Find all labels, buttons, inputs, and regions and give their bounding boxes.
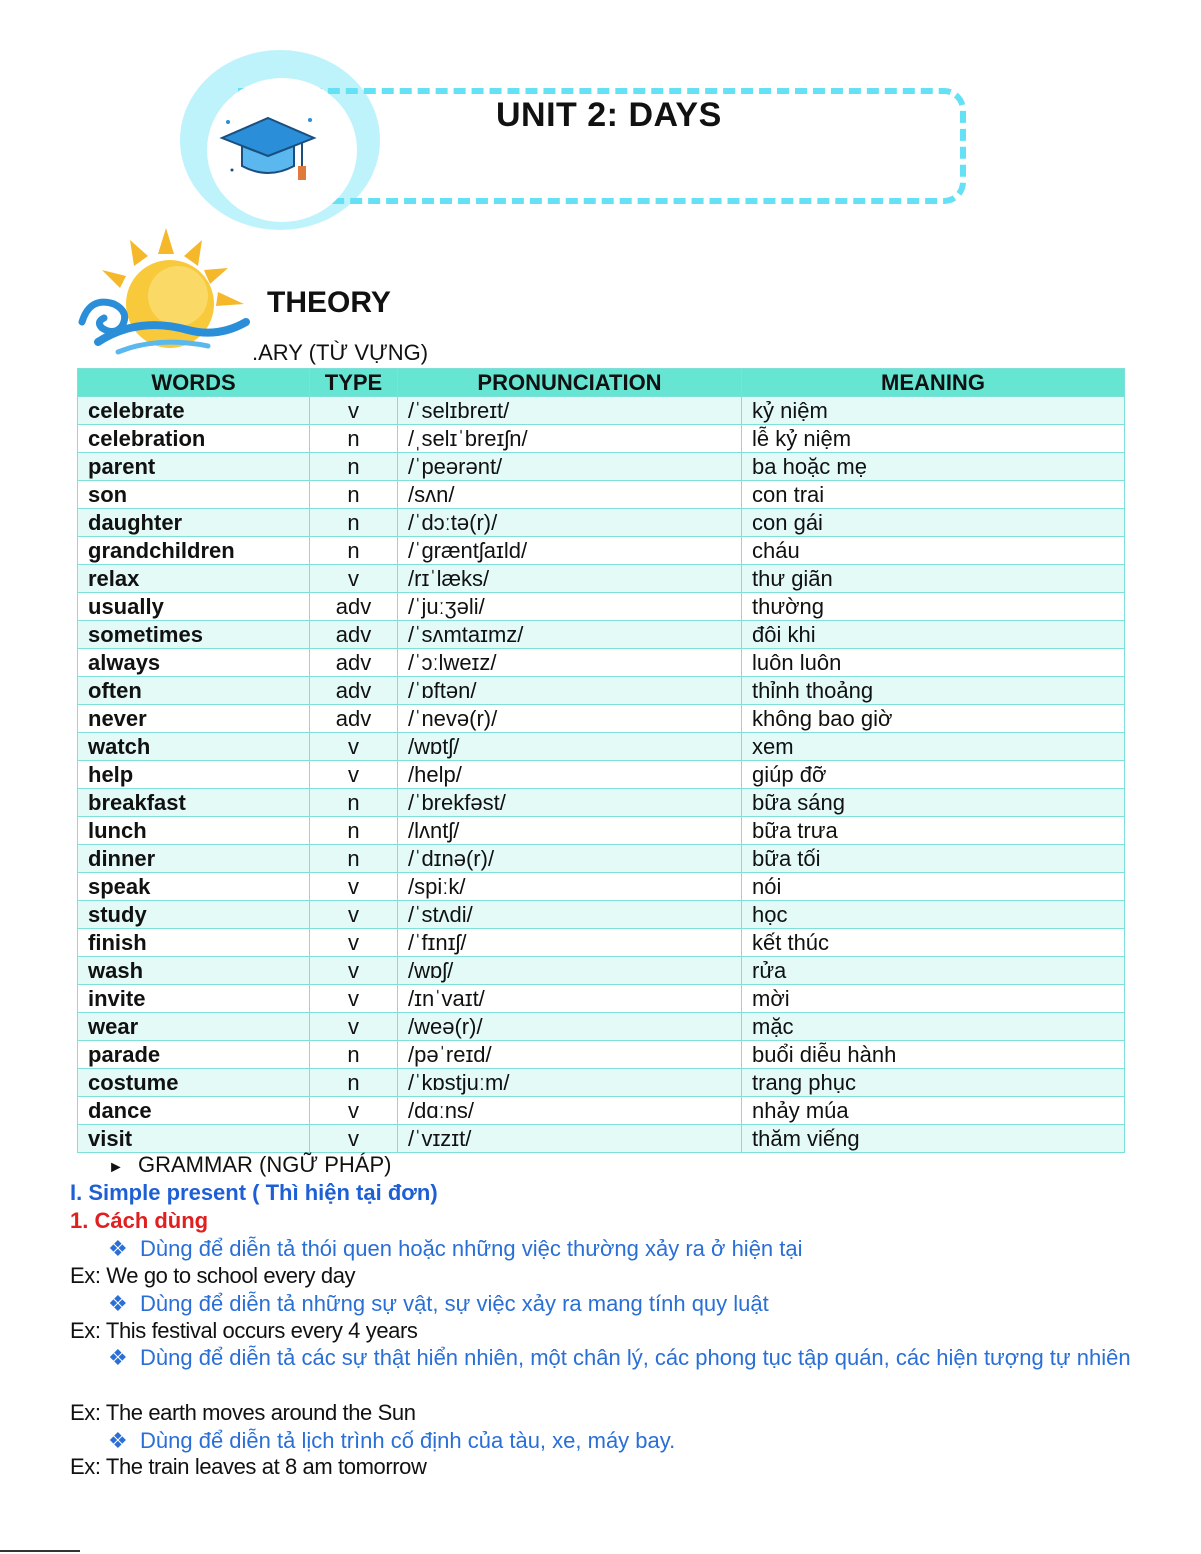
diamond-bullet-icon: ❖ [108, 1291, 128, 1316]
pronunciation-cell: /ˈsʌmtaɪmz/ [398, 621, 742, 649]
meaning-cell: kết thúc [742, 929, 1125, 957]
table-row [78, 1069, 1125, 1097]
table-row [78, 733, 1125, 761]
pronunciation-cell: /wɒʃ/ [398, 957, 742, 985]
column-header-words: WORDS [78, 369, 310, 397]
meaning-cell: thư giãn [742, 565, 1125, 593]
usage-text: Dùng để diễn tả lịch trình cố định của tàu, xe, máy bay. [140, 1428, 676, 1453]
type-cell: n [310, 425, 398, 453]
theory-title: THEORY [267, 286, 391, 319]
meaning-cell: con gái [742, 509, 1125, 537]
pronunciation-cell: /ˈvɪzɪt/ [398, 1125, 742, 1153]
word-cell: study [78, 901, 310, 929]
word-cell: daughter [78, 509, 310, 537]
usage-item [108, 1235, 1138, 1262]
word-cell: usually [78, 593, 310, 621]
meaning-cell: luôn luôn [742, 649, 1125, 677]
pronunciation-cell: /pəˈreɪd/ [398, 1041, 742, 1069]
usage-text: Dùng để diễn tả thói quen hoặc những việc thường xảy ra ở hiện tại [140, 1236, 803, 1261]
word-cell: breakfast [78, 789, 310, 817]
pronunciation-cell: /ˈfɪnɪʃ/ [398, 929, 742, 957]
type-cell: adv [310, 705, 398, 733]
pronunciation-cell: /wɒtʃ/ [398, 733, 742, 761]
meaning-cell: mời [742, 985, 1125, 1013]
meaning-cell: buổi diễu hành [742, 1041, 1125, 1069]
table-row [78, 621, 1125, 649]
table-header-row [78, 369, 1125, 397]
table-row [78, 705, 1125, 733]
pronunciation-cell: /dɑːns/ [398, 1097, 742, 1125]
pronunciation-cell: /ˈstʌdi/ [398, 901, 742, 929]
subsection-title: 1. Cách dùng [70, 1208, 209, 1233]
pronunciation-cell: /ɪnˈvaɪt/ [398, 985, 742, 1013]
type-cell: v [310, 1013, 398, 1041]
meaning-cell: ba hoặc mẹ [742, 453, 1125, 481]
type-cell: v [310, 957, 398, 985]
table-row [78, 901, 1125, 929]
pronunciation-cell: /rɪˈlæks/ [398, 565, 742, 593]
pronunciation-cell: /sʌn/ [398, 481, 742, 509]
meaning-cell: học [742, 901, 1125, 929]
word-cell: finish [78, 929, 310, 957]
type-cell: adv [310, 621, 398, 649]
type-cell: adv [310, 677, 398, 705]
pronunciation-cell: /ˈdɪnə(r)/ [398, 845, 742, 873]
word-cell: never [78, 705, 310, 733]
meaning-cell: con trai [742, 481, 1125, 509]
footer-divider [0, 1550, 80, 1552]
type-cell: v [310, 901, 398, 929]
meaning-cell: bữa tối [742, 845, 1125, 873]
table-row [78, 1041, 1125, 1069]
meaning-cell: lễ kỷ niệm [742, 425, 1125, 453]
column-header-meaning: MEANING [742, 369, 1125, 397]
table-row [78, 649, 1125, 677]
table-row [78, 425, 1125, 453]
meaning-cell: không bao giờ [742, 705, 1125, 733]
pronunciation-cell: /ˈnevə(r)/ [398, 705, 742, 733]
pronunciation-cell: /help/ [398, 761, 742, 789]
table-row [78, 397, 1125, 425]
word-cell: lunch [78, 817, 310, 845]
table-row [78, 1097, 1125, 1125]
usage-item [108, 1290, 1138, 1317]
meaning-cell: trang phục [742, 1069, 1125, 1097]
type-cell: n [310, 509, 398, 537]
meaning-cell: nhảy múa [742, 1097, 1125, 1125]
usage-item [108, 1344, 1138, 1371]
type-cell: n [310, 817, 398, 845]
column-header-pronunciation: PRONUNCIATION [398, 369, 742, 397]
table-row [78, 593, 1125, 621]
pronunciation-cell: /ˈdɔːtə(r)/ [398, 509, 742, 537]
usage-text: Dùng để diễn tả những sự vật, sự việc xảy ra mang tính quy luật [140, 1291, 769, 1316]
word-cell: relax [78, 565, 310, 593]
word-cell: invite [78, 985, 310, 1013]
meaning-cell: kỷ niệm [742, 397, 1125, 425]
grammar-heading-text: GRAMMAR (NGỮ PHÁP) [138, 1152, 392, 1177]
meaning-cell: thăm viếng [742, 1125, 1125, 1153]
pronunciation-cell: /ˈjuːʒəli/ [398, 593, 742, 621]
meaning-cell: bữa sáng [742, 789, 1125, 817]
example-line: Ex: This festival occurs every 4 years [70, 1318, 418, 1343]
word-cell: grandchildren [78, 537, 310, 565]
grammar-heading [108, 1152, 391, 1178]
pronunciation-cell: /weə(r)/ [398, 1013, 742, 1041]
word-cell: sometimes [78, 621, 310, 649]
meaning-cell: rửa [742, 957, 1125, 985]
table-row [78, 761, 1125, 789]
pronunciation-cell: /ˌselɪˈbreɪʃn/ [398, 425, 742, 453]
table-row [78, 481, 1125, 509]
example-line: Ex: The earth moves around the Sun [70, 1400, 416, 1425]
table-row [78, 565, 1125, 593]
type-cell: v [310, 929, 398, 957]
table-row [78, 817, 1125, 845]
meaning-cell: giúp đỡ [742, 761, 1125, 789]
word-cell: wear [78, 1013, 310, 1041]
type-cell: n [310, 481, 398, 509]
type-cell: v [310, 985, 398, 1013]
table-row [78, 677, 1125, 705]
word-cell: dinner [78, 845, 310, 873]
word-cell: celebration [78, 425, 310, 453]
word-cell: watch [78, 733, 310, 761]
table-row [78, 509, 1125, 537]
table-row [78, 985, 1125, 1013]
meaning-cell: thỉnh thoảng [742, 677, 1125, 705]
word-cell: help [78, 761, 310, 789]
example-line: Ex: We go to school every day [70, 1263, 356, 1288]
example-line: Ex: The train leaves at 8 am tomorrow [70, 1454, 427, 1479]
pronunciation-cell: /spiːk/ [398, 873, 742, 901]
pronunciation-cell: /ˈɡræntʃaɪld/ [398, 537, 742, 565]
pronunciation-cell: /ˈselɪbreɪt/ [398, 397, 742, 425]
word-cell: visit [78, 1125, 310, 1153]
word-cell: celebrate [78, 397, 310, 425]
pronunciation-cell: /ˈbrekfəst/ [398, 789, 742, 817]
type-cell: n [310, 453, 398, 481]
table-row [78, 957, 1125, 985]
triangle-bullet-icon: ► [108, 1159, 124, 1176]
type-cell: v [310, 873, 398, 901]
meaning-cell: xem [742, 733, 1125, 761]
type-cell: adv [310, 649, 398, 677]
word-cell: son [78, 481, 310, 509]
word-cell: often [78, 677, 310, 705]
word-cell: costume [78, 1069, 310, 1097]
vocabulary-heading: .ARY (TỪ VỰNG) [252, 340, 429, 365]
word-cell: speak [78, 873, 310, 901]
word-cell: parade [78, 1041, 310, 1069]
usage-item [108, 1427, 1138, 1454]
meaning-cell: cháu [742, 537, 1125, 565]
type-cell: n [310, 845, 398, 873]
type-cell: v [310, 397, 398, 425]
diamond-bullet-icon: ❖ [108, 1345, 128, 1370]
word-cell: always [78, 649, 310, 677]
vocabulary-table-body [78, 397, 1125, 1153]
type-cell: adv [310, 593, 398, 621]
pronunciation-cell: /ˈɒftən/ [398, 677, 742, 705]
meaning-cell: mặc [742, 1013, 1125, 1041]
table-row [78, 845, 1125, 873]
column-header-type: TYPE [310, 369, 398, 397]
table-row [78, 929, 1125, 957]
type-cell: v [310, 1097, 398, 1125]
table-row [78, 789, 1125, 817]
pronunciation-cell: /lʌntʃ/ [398, 817, 742, 845]
type-cell: n [310, 1069, 398, 1097]
section-title: I. Simple present ( Thì hiện tại đơn) [70, 1180, 438, 1205]
type-cell: n [310, 789, 398, 817]
word-cell: parent [78, 453, 310, 481]
table-row [78, 453, 1125, 481]
diamond-bullet-icon: ❖ [108, 1236, 128, 1261]
meaning-cell: bữa trưa [742, 817, 1125, 845]
type-cell: n [310, 1041, 398, 1069]
type-cell: v [310, 761, 398, 789]
unit-title: UNIT 2: DAYS [496, 96, 722, 134]
type-cell: n [310, 537, 398, 565]
pronunciation-cell: /ˈɔːlweɪz/ [398, 649, 742, 677]
word-cell: wash [78, 957, 310, 985]
type-cell: v [310, 1125, 398, 1153]
usage-text: Dùng để diễn tả các sự thật hiển nhiên, một chân lý, các phong tục tập quán, các hiện tượng tự nhiên [140, 1345, 1131, 1370]
sun-wave-icon [78, 226, 253, 356]
pronunciation-cell: /ˈpeərənt/ [398, 453, 742, 481]
graduation-cap-icon [218, 110, 318, 190]
vocabulary-table [77, 368, 1125, 1153]
pronunciation-cell: /ˈkɒstjuːm/ [398, 1069, 742, 1097]
diamond-bullet-icon: ❖ [108, 1428, 128, 1453]
table-row [78, 1013, 1125, 1041]
word-cell: dance [78, 1097, 310, 1125]
table-row [78, 1125, 1125, 1153]
type-cell: v [310, 565, 398, 593]
meaning-cell: đôi khi [742, 621, 1125, 649]
meaning-cell: thường [742, 593, 1125, 621]
type-cell: v [310, 733, 398, 761]
meaning-cell: nói [742, 873, 1125, 901]
table-row [78, 873, 1125, 901]
table-row [78, 537, 1125, 565]
